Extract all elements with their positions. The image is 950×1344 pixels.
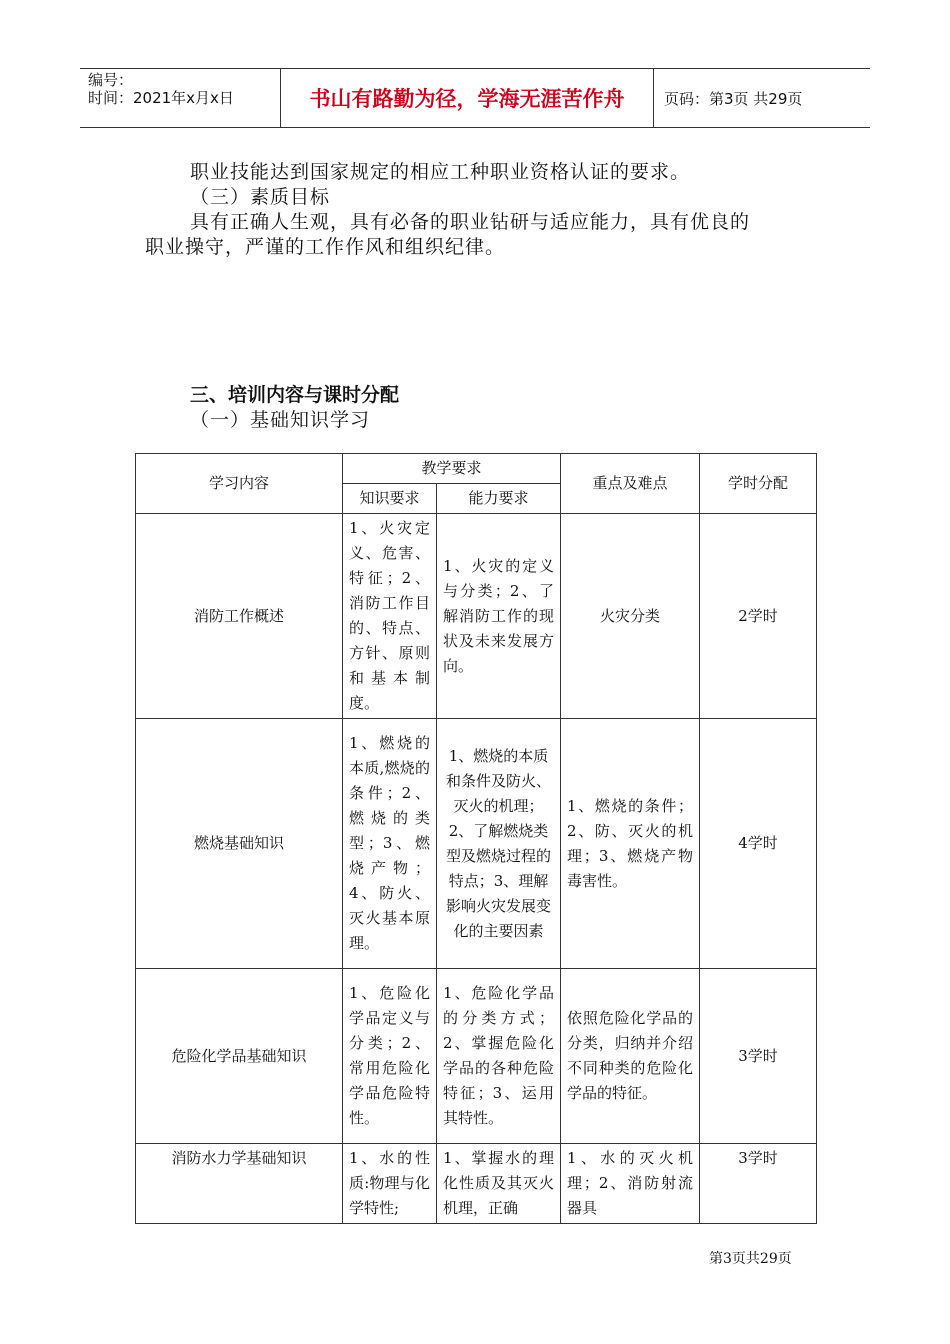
footer-page-number: 第3页共29页 xyxy=(709,1251,792,1267)
header-page-number: 页码：第3页 共29页 xyxy=(664,89,803,108)
row-ability: 1、掌握水的理化性质及其灭火机理，正确 xyxy=(437,1144,561,1224)
header-teaching-requirements: 教学要求 xyxy=(343,454,561,484)
header-ability: 能力要求 xyxy=(437,484,561,514)
row-content: 危险化学品基础知识 xyxy=(136,969,343,1144)
page-header xyxy=(80,68,870,128)
header-knowledge: 知识要求 xyxy=(343,484,437,514)
row-key-points: 依照危险化学品的分类，归纳并介绍不同种类的危险化学品的特征。 xyxy=(561,969,700,1144)
row-content: 燃烧基础知识 xyxy=(136,719,343,969)
row-hours: 3学时 xyxy=(700,969,817,1144)
document-number-label: 编号： xyxy=(88,71,134,89)
table-row xyxy=(136,719,817,969)
row-content: 消防工作概述 xyxy=(136,514,343,719)
row-content: 消防水力学基础知识 xyxy=(136,1144,343,1224)
row-ability: 1、危险化学品的分类方式；2、掌握危险化学品的各种危险特征；3、运用其特性。 xyxy=(437,969,561,1144)
body-paragraph-line-1: 具有正确人生观，具有必备的职业钻研与适应能力，具有优良的 xyxy=(190,211,751,233)
row-key-points: 1、水的灭火机理；2、消防射流器具 xyxy=(561,1144,700,1224)
subheading-basic-knowledge: （一）基础知识学习 xyxy=(190,409,371,431)
header-key-points: 重点及难点 xyxy=(561,454,700,514)
document-date: 时间：2021年x月x日 xyxy=(88,89,234,107)
row-knowledge: 1、水的性质:物理与化学特性; xyxy=(343,1144,437,1224)
row-key-points: 火灾分类 xyxy=(561,514,700,719)
training-content-table xyxy=(135,453,817,1224)
row-key-points: 1、燃烧的条件；2、防、灭火的机理；3、燃烧产物毒害性。 xyxy=(561,719,700,969)
row-hours: 3学时 xyxy=(700,1144,817,1224)
table-row xyxy=(136,1144,817,1224)
section-heading: 三、培训内容与课时分配 xyxy=(190,384,400,406)
row-knowledge: 1、燃烧的本质,燃烧的条件；2、燃烧的类型；3、燃烧产物；4、防火、灭火基本原理。 xyxy=(343,719,437,969)
body-line-1: 职业技能达到国家规定的相应工种职业资格认证的要求。 xyxy=(190,161,691,183)
body-paragraph-line-2: 职业操守，严谨的工作作风和组织纪律。 xyxy=(145,236,506,258)
header-motto: 书山有路勤为径，学海无涯苦作舟 xyxy=(281,69,654,127)
row-knowledge: 1、危险化学品定义与分类；2、常用危险化学品危险特性。 xyxy=(343,969,437,1144)
header-meta xyxy=(80,69,281,127)
subheading-quality-goals: （三）素质目标 xyxy=(190,186,331,208)
header-hours: 学时分配 xyxy=(700,454,817,514)
table-row xyxy=(136,514,817,719)
row-knowledge: 1、火灾定义、危害、特征；2、消防工作目的、特点、方针、原则和基本制度。 xyxy=(343,514,437,719)
row-hours: 4学时 xyxy=(700,719,817,969)
header-learning-content: 学习内容 xyxy=(136,454,343,514)
table-row xyxy=(136,969,817,1144)
row-ability: 1、燃烧的本质和条件及防火、灭火的机理；2、了解燃烧类型及燃烧过程的特点；3、理解影响火灾发展变化的主要因素 xyxy=(437,719,561,969)
row-ability: 1、火灾的定义与分类；2、了解消防工作的现状及未来发展方向。 xyxy=(437,514,561,719)
row-hours: 2学时 xyxy=(700,514,817,719)
